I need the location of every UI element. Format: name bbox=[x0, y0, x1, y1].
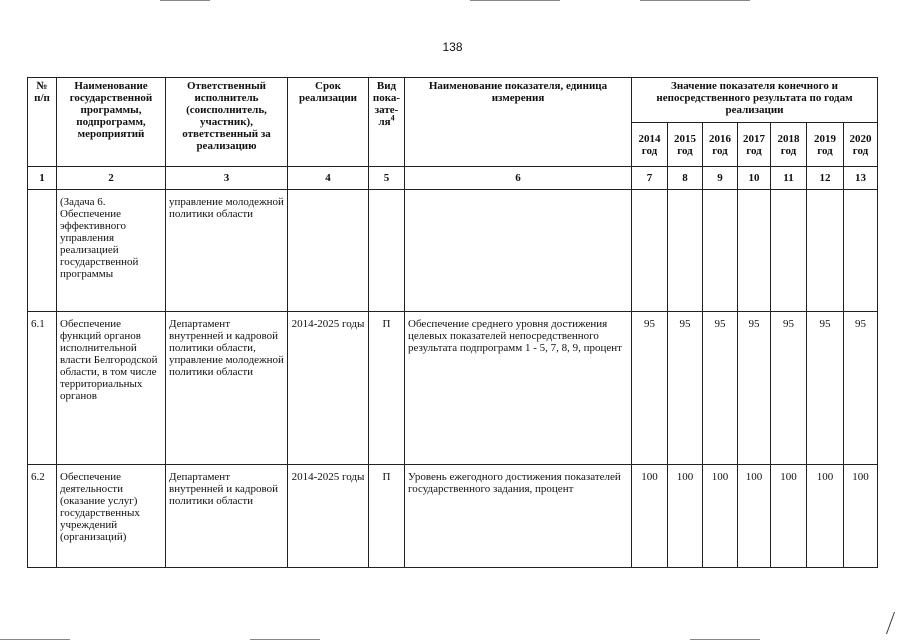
header-type-text: Вид пока-зате-ля bbox=[372, 80, 401, 128]
table-row-6-2 bbox=[28, 465, 878, 568]
column-number: 5 bbox=[369, 167, 405, 190]
row-value-2020 bbox=[844, 190, 878, 312]
row-value-2016: 100 bbox=[703, 465, 738, 568]
column-number: 3 bbox=[166, 167, 288, 190]
header-year-2014: 2014 год bbox=[632, 123, 668, 167]
header-year-2019: 2019 год bbox=[807, 123, 844, 167]
header-year-2016: 2016 год bbox=[703, 123, 738, 167]
column-number-row bbox=[28, 167, 878, 190]
row-value-2018 bbox=[771, 190, 807, 312]
row-value-2017 bbox=[738, 190, 771, 312]
header-responsible: Ответственный исполнитель (соисполнитель, участник), ответственный за реализацию bbox=[166, 78, 288, 167]
row-responsible: Департамент внутренней и кадровой политики области bbox=[166, 465, 288, 568]
row-name: (Задача 6. Обеспечение эффективного управления реализацией государственной программы bbox=[57, 190, 166, 312]
row-value-2017: 95 bbox=[738, 312, 771, 465]
header-year-2020: 2020 год bbox=[844, 123, 878, 167]
column-number: 2 bbox=[57, 167, 166, 190]
row-indicator bbox=[405, 190, 632, 312]
table-row-6-1 bbox=[28, 312, 878, 465]
row-value-2020: 95 bbox=[844, 312, 878, 465]
row-value-2015: 95 bbox=[668, 312, 703, 465]
row-value-2018: 100 bbox=[771, 465, 807, 568]
header-name: Наименование государственной программы, подпрограмм, мероприятий bbox=[57, 78, 166, 167]
row-value-2019 bbox=[807, 190, 844, 312]
row-period: 2014-2025 годы bbox=[288, 312, 369, 465]
column-number: 6 bbox=[405, 167, 632, 190]
column-number: 9 bbox=[703, 167, 738, 190]
row-value-2015 bbox=[668, 190, 703, 312]
row-value-2018: 95 bbox=[771, 312, 807, 465]
row-value-2014 bbox=[632, 190, 668, 312]
row-name: Обеспечение деятельности (оказание услуг) государственных учреждений (организаций) bbox=[57, 465, 166, 568]
header-year-2017: 2017 год bbox=[738, 123, 771, 167]
indicators-table bbox=[27, 77, 878, 568]
header-values-group: Значение показателя конечного и непосредственного результата по годам реализации bbox=[632, 78, 878, 123]
row-value-2017: 100 bbox=[738, 465, 771, 568]
scan-artifact bbox=[160, 0, 210, 1]
column-number: 11 bbox=[771, 167, 807, 190]
pen-mark bbox=[886, 612, 903, 634]
row-indicator: Уровень ежегодного достижения показателей государственного задания, процент bbox=[405, 465, 632, 568]
header-type-footnote: 4 bbox=[390, 113, 395, 123]
row-period bbox=[288, 190, 369, 312]
row-value-2015: 100 bbox=[668, 465, 703, 568]
header-num: № п/п bbox=[28, 78, 57, 167]
column-number: 10 bbox=[738, 167, 771, 190]
row-value-2019: 100 bbox=[807, 465, 844, 568]
row-name: Обеспечение функций органов исполнительной власти Белгородской области, в том числе территориальных органов bbox=[57, 312, 166, 465]
header-year-2015: 2015 год bbox=[668, 123, 703, 167]
header-type bbox=[369, 78, 405, 167]
scan-artifact bbox=[470, 0, 560, 1]
row-num: 6.1 bbox=[28, 312, 57, 465]
row-num: 6.2 bbox=[28, 465, 57, 568]
header-period: Срок реализации bbox=[288, 78, 369, 167]
column-number: 7 bbox=[632, 167, 668, 190]
table-row-task-6 bbox=[28, 190, 878, 312]
row-value-2020: 100 bbox=[844, 465, 878, 568]
page-number: 138 bbox=[442, 40, 463, 54]
row-responsible: управление молодежной политики области bbox=[166, 190, 288, 312]
row-value-2014: 95 bbox=[632, 312, 668, 465]
row-indicator: Обеспечение среднего уровня достижения целевых показателей непосредственного результата подпрограмм 1 - 5, 7, 8, 9, процент bbox=[405, 312, 632, 465]
row-value-2016 bbox=[703, 190, 738, 312]
header-indicator: Наименование показателя, единица измерения bbox=[405, 78, 632, 167]
row-value-2019: 95 bbox=[807, 312, 844, 465]
row-period: 2014-2025 годы bbox=[288, 465, 369, 568]
scan-artifact bbox=[640, 0, 750, 1]
row-value-2016: 95 bbox=[703, 312, 738, 465]
column-number: 13 bbox=[844, 167, 878, 190]
column-number: 12 bbox=[807, 167, 844, 190]
row-type bbox=[369, 190, 405, 312]
column-number: 1 bbox=[28, 167, 57, 190]
row-responsible: Департамент внутренней и кадровой политики области, управление молодежной политики области bbox=[166, 312, 288, 465]
row-type: П bbox=[369, 465, 405, 568]
row-value-2014: 100 bbox=[632, 465, 668, 568]
row-type: П bbox=[369, 312, 405, 465]
column-number: 4 bbox=[288, 167, 369, 190]
column-number: 8 bbox=[668, 167, 703, 190]
header-year-2018: 2018 год bbox=[771, 123, 807, 167]
row-num bbox=[28, 190, 57, 312]
